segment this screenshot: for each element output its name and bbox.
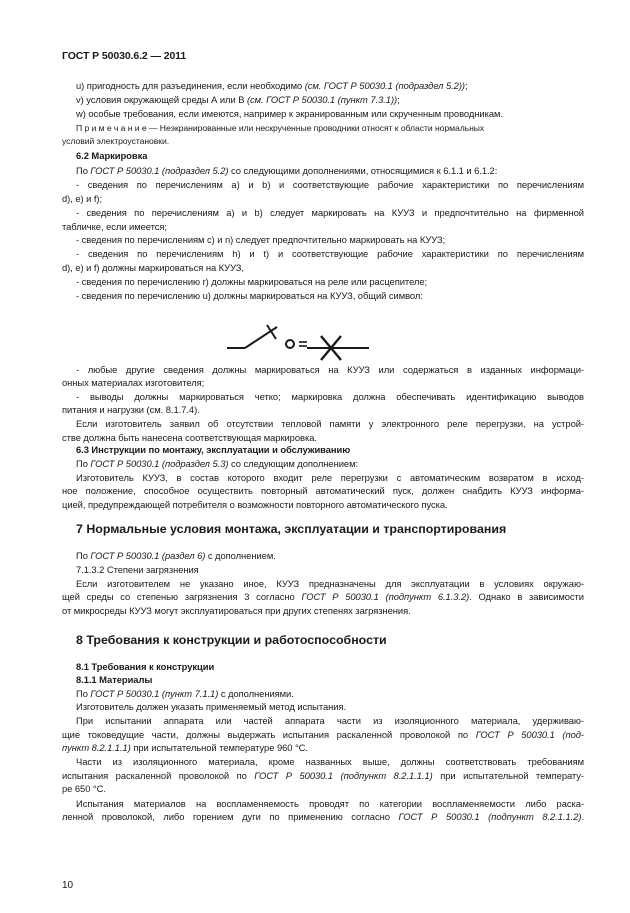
paragraph-line: - сведения по перечислению r) должны маркироваться на реле или расцепителе; bbox=[76, 276, 428, 287]
note-line: П р и м е ч а н и е — Неэкранированные или нескрученные проводники относят к области нормальных bbox=[76, 123, 485, 133]
page-number: 10 bbox=[62, 880, 74, 891]
paragraph-line: от микросреды КУУЗ могут эксплуатироваться при других степенях загрязнения. bbox=[62, 605, 411, 616]
paragraph-line: ленной проволокой, либо горением дуги по применению согласно ГОСТ Р 50030.1 (подпункт 8.2.1.1.2). bbox=[62, 811, 584, 822]
paragraph-line: - сведения по перечислениям a) и b) следует маркировать на КУУЗ и предпочтительно на фирменной bbox=[76, 207, 584, 218]
paragraph-line: Части из изоляционного материала, кроме названных выше, должны соответствовать требованиям bbox=[76, 756, 584, 767]
section-8-title: 8 Требования к конструкции и работоспособности bbox=[76, 633, 387, 647]
paragraph-line: щие токоведущие части, должны выдержать испытания раскаленной проволокой по ГОСТ Р 50030.1 (под- bbox=[62, 729, 584, 740]
disconnector-symbol-icon bbox=[227, 322, 377, 362]
paragraph-line: По ГОСТ Р 50030.1 (пункт 7.1.1) с дополнениями. bbox=[76, 688, 294, 699]
paragraph-line: пункт 8.2.1.1.1) при испытательной температуре 960 °С. bbox=[62, 742, 308, 753]
paragraph-line: - сведения по перечислению u) должны маркироваться на КУУЗ, общий символ: bbox=[76, 290, 423, 301]
list-item-w: w) особые требования, если имеются, например к экранированным или скрученным проводникам. bbox=[76, 108, 503, 119]
section-7-title: 7 Нормальные условия монтажа, эксплуатации и транспортирования bbox=[76, 522, 507, 536]
paragraph-line: - выводы должны маркироваться четко; маркировка должна обеспечивать идентификацию выводов bbox=[76, 391, 584, 402]
paragraph-line: онных материалах изготовителя; bbox=[62, 377, 205, 388]
paragraph-line: При испытании аппарата или частей аппарата части из изоляционного материала, удерживаю- bbox=[76, 715, 584, 726]
list-item-u: u) пригодность для разъединения, если необходимо (см. ГОСТ Р 50030.1 (подраздел 5.2)); bbox=[76, 80, 468, 91]
paragraph-line: щей среды со степенью загрязнения 3 согласно ГОСТ Р 50030.1 (подпункт 6.1.3.2). Однако в зависимости bbox=[62, 591, 584, 602]
paragraph-line: d), e) и f) должны маркироваться на КУУЗ, bbox=[62, 262, 244, 273]
paragraph-line: - сведения по перечислениям h) и t) и соответствующие рабочие характеристики по перечислениям bbox=[76, 248, 584, 259]
section-6-3-title: 6.3 Инструкции по монтажу, эксплуатации и обслуживанию bbox=[76, 444, 351, 455]
section-8-1-1-title: 8.1.1 Материалы bbox=[76, 674, 153, 685]
paragraph-line: d), e) и f); bbox=[62, 193, 103, 204]
paragraph-line: питания и нагрузки (см. 8.1.7.4). bbox=[62, 404, 200, 415]
paragraph-line: Изготовитель должен указать применяемый метод испытания. bbox=[76, 701, 347, 712]
section-6-2-title: 6.2 Маркировка bbox=[76, 150, 148, 161]
paragraph-line: Испытания материалов на воспламеняемость проводят по категории воспламеняемости либо раска- bbox=[76, 798, 584, 809]
paragraph-line: Если изготовителем не указано иное, КУУЗ предназначены для эксплуатации в условиях окружаю- bbox=[76, 578, 584, 589]
paragraph-line: табличке, если имеется; bbox=[62, 221, 167, 232]
paragraph-line: - сведения по перечислениям a) и b) и соответствующие рабочие характеристики по перечислениям bbox=[76, 179, 584, 190]
paragraph-line: Изготовитель КУУЗ, в состав которого входит реле перегрузки с автоматическим возвратом в исход- bbox=[76, 472, 584, 483]
note-line: условий электроустановки. bbox=[62, 136, 170, 146]
paragraph-line: ре 650 °С. bbox=[62, 783, 106, 794]
paragraph-line: 7.1.3.2 Степени загрязнения bbox=[76, 564, 199, 575]
paragraph-line: стве должна быть нанесена соответствующая маркировка. bbox=[62, 432, 317, 443]
paragraph-line: ное положение, способное осуществить повторный автоматический пуск, должен снабдить КУУЗ информа- bbox=[62, 485, 584, 496]
paragraph-line: По ГОСТ Р 50030.1 (подраздел 5.3) со следующим дополнением: bbox=[76, 458, 359, 469]
document-header: ГОСТ Р 50030.6.2 — 2011 bbox=[62, 50, 187, 62]
paragraph-line: испытания раскаленной проволокой по ГОСТ Р 50030.1 (подпункт 8.2.1.1.1) при испытательной температу- bbox=[62, 770, 584, 781]
paragraph-line: - сведения по перечислениям c) и n) следует предпочтительно маркировать на КУУЗ; bbox=[76, 234, 446, 245]
paragraph-line: цией, предупреждающей потребителя о возможности повторного автоматического пуска. bbox=[62, 499, 448, 510]
paragraph-line: - любые другие сведения должны маркироваться на КУУЗ или содержаться в изданных информаци- bbox=[76, 364, 584, 375]
paragraph-line: По ГОСТ Р 50030.1 (раздел 6) с дополнением. bbox=[76, 550, 276, 561]
paragraph-line: Если изготовитель заявил об отсутствии тепловой памяти у электронного реле перегрузки, на устрой- bbox=[76, 418, 584, 429]
section-8-1-title: 8.1 Требования к конструкции bbox=[76, 661, 215, 672]
list-item-v: v) условия окружающей среды А или В (см. ГОСТ Р 50030.1 (пункт 7.3.1)); bbox=[76, 94, 400, 105]
paragraph-line: По ГОСТ Р 50030.1 (подраздел 5.2) со следующими дополнениями, относящимися к 6.1.1 и 6.1.2: bbox=[76, 165, 498, 176]
